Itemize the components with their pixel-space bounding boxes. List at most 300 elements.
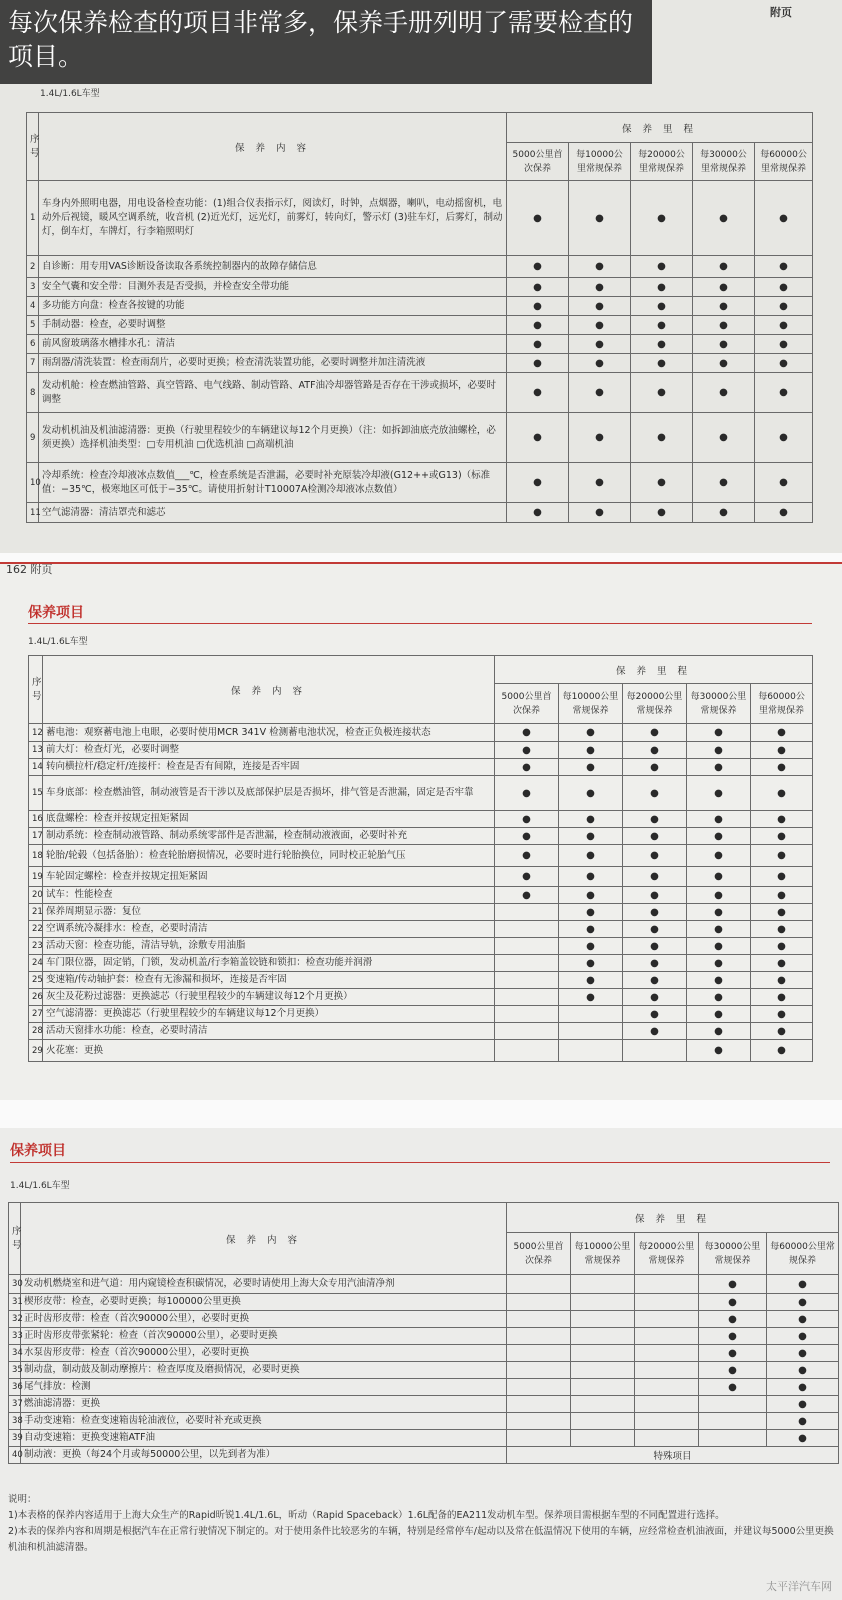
table-row (27, 316, 813, 335)
row-item: 发动机燃烧室和进气道：用内窥镜检查积碳情况，必要时请使用上海大众专用汽油清净剂 (21, 1275, 507, 1294)
maintenance-dot (571, 1345, 635, 1362)
row-number: 17 (29, 828, 43, 845)
row-item: 发动机舱：检查燃油管路、真空管路、电气线路、制动管路、ATF油冷却器管路是否存在干涉或损坏，必要时调整 (39, 373, 507, 413)
maintenance-dot (495, 955, 559, 972)
panel-divider (0, 1100, 842, 1128)
maintenance-dot: ● (767, 1379, 839, 1396)
maintenance-dot (495, 972, 559, 989)
maintenance-dot: ● (767, 1362, 839, 1379)
row-number: 39 (9, 1430, 21, 1447)
maintenance-dot: ● (507, 297, 569, 316)
maintenance-dot: ● (559, 845, 623, 867)
maintenance-dot: ● (631, 181, 693, 256)
table-row (29, 776, 813, 811)
maintenance-dot (571, 1328, 635, 1345)
maintenance-table-1 (26, 112, 813, 523)
row-item: 自诊断：用专用VAS诊断设备读取各系统控制器内的故障存储信息 (39, 256, 507, 278)
maintenance-dot: ● (687, 776, 751, 811)
maintenance-dot: ● (755, 181, 813, 256)
maintenance-dot: ● (751, 972, 813, 989)
maintenance-dot (635, 1294, 699, 1311)
maintenance-dot (507, 1396, 571, 1413)
special-item-note: 特殊项目 (507, 1447, 839, 1464)
maintenance-dot: ● (559, 904, 623, 921)
maintenance-dot: ● (623, 955, 687, 972)
maintenance-dot: ● (495, 828, 559, 845)
header-mileage: 保 养 里 程 (495, 656, 813, 684)
maintenance-dot: ● (507, 335, 569, 354)
maintenance-dot: ● (623, 724, 687, 742)
table-row (27, 354, 813, 373)
maintenance-dot: ● (767, 1294, 839, 1311)
maintenance-dot: ● (699, 1345, 767, 1362)
row-item: 灰尘及花粉过滤器：更换滤芯（行驶里程较少的车辆建议每12个月更换） (43, 989, 495, 1006)
header-row (27, 113, 813, 143)
notes-line: 说明： (8, 1494, 37, 1505)
maintenance-dot: ● (623, 972, 687, 989)
table-row (29, 1006, 813, 1023)
maintenance-dot: ● (623, 938, 687, 955)
row-item: 车身内外照明电器，用电设备检查功能：(1)组合仪表指示灯，阅读灯，时钟，点烟器，喇叭，电动摇窗机，电动外后视镜，暖风空调系统，收音机 (2)近光灯，远光灯，前雾灯，转向灯，警示灯 (3)驻车灯，后雾灯，制动灯，倒车灯，车牌灯，行李箱照明灯 (39, 181, 507, 256)
row-number: 12 (29, 724, 43, 742)
maintenance-dot (635, 1396, 699, 1413)
table-row (29, 955, 813, 972)
row-item: 水泵齿形皮带：检查（首次90000公里），必要时更换 (21, 1345, 507, 1362)
maintenance-dot: ● (569, 503, 631, 523)
maintenance-dot (507, 1275, 571, 1294)
header-interval: 每60000公里常规保养 (751, 684, 813, 724)
maintenance-dot: ● (559, 887, 623, 904)
table-row (29, 887, 813, 904)
maintenance-dot: ● (559, 938, 623, 955)
maintenance-dot: ● (755, 297, 813, 316)
maintenance-dot: ● (687, 904, 751, 921)
table-row (29, 828, 813, 845)
table-row (9, 1413, 839, 1430)
maintenance-dot (571, 1311, 635, 1328)
row-item: 尾气排放：检测 (21, 1379, 507, 1396)
row-item: 多功能方向盘：检查各按键的功能 (39, 297, 507, 316)
maintenance-dot: ● (559, 972, 623, 989)
row-item: 火花塞：更换 (43, 1040, 495, 1062)
maintenance-dot (571, 1275, 635, 1294)
header-row (9, 1203, 839, 1233)
maintenance-dot: ● (507, 503, 569, 523)
maintenance-dot: ● (755, 413, 813, 463)
page-label: 附页 (770, 6, 792, 19)
row-item: 变速箱/传动轴护套：检查有无渗漏和损坏，连接是否牢固 (43, 972, 495, 989)
maintenance-dot (507, 1328, 571, 1345)
maintenance-dot: ● (623, 845, 687, 867)
maintenance-dot: ● (569, 316, 631, 335)
maintenance-dot: ● (569, 463, 631, 503)
maintenance-dot (635, 1362, 699, 1379)
row-item: 轮胎/轮毂（包括备胎）：检查轮胎磨损情况，必要时进行轮胎换位，同时校正轮胎气压 (43, 845, 495, 867)
table-row (27, 503, 813, 523)
header-interval: 5000公里首次保养 (507, 1233, 571, 1275)
table-row (29, 811, 813, 828)
maintenance-dot: ● (693, 354, 755, 373)
row-item: 制动盘，制动鼓及制动摩擦片：检查厚度及磨损情况，必要时更换 (21, 1362, 507, 1379)
row-number: 5 (27, 316, 39, 335)
notes (8, 1492, 838, 1556)
maintenance-dot: ● (631, 354, 693, 373)
maintenance-dot: ● (631, 316, 693, 335)
maintenance-dot: ● (507, 354, 569, 373)
maintenance-dot: ● (687, 938, 751, 955)
table-row (9, 1275, 839, 1294)
row-item: 活动天窗：检查功能，清洁导轨，涂敷专用油脂 (43, 938, 495, 955)
maintenance-dot: ● (767, 1396, 839, 1413)
maintenance-dot (623, 1040, 687, 1062)
header-interval: 每10000公里常规保养 (571, 1233, 635, 1275)
title-rule (28, 623, 812, 624)
model-label: 1.4L/1.6L车型 (40, 89, 100, 99)
maintenance-dot: ● (631, 503, 693, 523)
maintenance-dot (635, 1413, 699, 1430)
maintenance-dot: ● (569, 181, 631, 256)
maintenance-dot (559, 1006, 623, 1023)
maintenance-dot (635, 1430, 699, 1447)
table-row (27, 373, 813, 413)
maintenance-dot: ● (751, 921, 813, 938)
maintenance-dot: ● (751, 724, 813, 742)
maintenance-dot: ● (687, 845, 751, 867)
maintenance-dot (507, 1379, 571, 1396)
table-row (9, 1447, 839, 1464)
maintenance-dot (699, 1396, 767, 1413)
maintenance-dot: ● (767, 1413, 839, 1430)
row-number: 9 (27, 413, 39, 463)
maintenance-dot: ● (755, 373, 813, 413)
maintenance-dot (571, 1396, 635, 1413)
row-item: 蓄电池：观察蓄电池上电眼，必要时使用MCR 341V 检测蓄电池状况，检查正负极连接状态 (43, 724, 495, 742)
maintenance-dot: ● (751, 989, 813, 1006)
row-item: 正时齿形皮带：检查（首次90000公里），必要时更换 (21, 1311, 507, 1328)
row-item: 空气滤清器：更换滤芯（行驶里程较少的车辆建议每12个月更换） (43, 1006, 495, 1023)
maintenance-dot: ● (693, 503, 755, 523)
maintenance-dot: ● (623, 989, 687, 1006)
table-row (27, 256, 813, 278)
row-number: 21 (29, 904, 43, 921)
table-row (29, 724, 813, 742)
maintenance-dot: ● (569, 335, 631, 354)
row-item: 空调系统冷凝排水：检查，必要时清洁 (43, 921, 495, 938)
table-row (9, 1396, 839, 1413)
maintenance-dot: ● (623, 887, 687, 904)
row-item: 楔形皮带：检查，必要时更换；每100000公里更换 (21, 1294, 507, 1311)
maintenance-dot: ● (693, 181, 755, 256)
maintenance-dot (507, 1311, 571, 1328)
table-row (29, 972, 813, 989)
table-row (27, 181, 813, 256)
row-item: 前风窗玻璃落水槽排水孔：清洁 (39, 335, 507, 354)
row-number: 33 (9, 1328, 21, 1345)
table-row (29, 1040, 813, 1062)
maintenance-dot: ● (699, 1311, 767, 1328)
row-number: 19 (29, 867, 43, 887)
maintenance-dot: ● (693, 278, 755, 297)
header-mileage: 保 养 里 程 (507, 113, 813, 143)
maintenance-dot: ● (559, 989, 623, 1006)
row-item: 底盘螺栓：检查并按规定扭矩紧固 (43, 811, 495, 828)
maintenance-dot: ● (569, 256, 631, 278)
row-number: 31 (9, 1294, 21, 1311)
row-number: 34 (9, 1345, 21, 1362)
maintenance-dot (571, 1413, 635, 1430)
maintenance-dot: ● (699, 1294, 767, 1311)
maintenance-dot: ● (687, 1006, 751, 1023)
maintenance-dot: ● (693, 297, 755, 316)
maintenance-dot (507, 1413, 571, 1430)
maintenance-dot: ● (631, 413, 693, 463)
maintenance-table-3 (8, 1202, 839, 1464)
maintenance-dot: ● (495, 759, 559, 776)
maintenance-dot: ● (495, 867, 559, 887)
header-interval: 每60000公里常规保养 (767, 1233, 839, 1275)
maintenance-dot: ● (687, 972, 751, 989)
table-row (9, 1328, 839, 1345)
page-label: 162 附页 (6, 563, 53, 576)
maintenance-dot: ● (507, 256, 569, 278)
maintenance-dot: ● (559, 828, 623, 845)
row-item: 活动天窗排水功能：检查，必要时清洁 (43, 1023, 495, 1040)
maintenance-dot: ● (507, 278, 569, 297)
maintenance-dot: ● (569, 297, 631, 316)
table-row (9, 1362, 839, 1379)
row-item: 空气滤清器：清洁罩壳和滤芯 (39, 503, 507, 523)
maintenance-dot: ● (687, 724, 751, 742)
maintenance-dot: ● (559, 759, 623, 776)
table-row (29, 904, 813, 921)
maintenance-dot: ● (751, 828, 813, 845)
row-number: 22 (29, 921, 43, 938)
header-interval: 5000公里首次保养 (495, 684, 559, 724)
maintenance-dot: ● (767, 1430, 839, 1447)
maintenance-dot: ● (495, 742, 559, 759)
maintenance-dot (571, 1379, 635, 1396)
table-row (27, 413, 813, 463)
row-number: 38 (9, 1413, 21, 1430)
maintenance-dot: ● (767, 1275, 839, 1294)
maintenance-dot: ● (751, 955, 813, 972)
maintenance-dot: ● (569, 278, 631, 297)
row-number: 18 (29, 845, 43, 867)
maintenance-dot: ● (767, 1328, 839, 1345)
row-item: 转向横拉杆/稳定杆/连接杆：检查是否有间隙，连接是否牢固 (43, 759, 495, 776)
maintenance-dot: ● (693, 316, 755, 335)
maintenance-dot: ● (631, 373, 693, 413)
row-number: 30 (9, 1275, 21, 1294)
row-item: 正时齿形皮带张紧轮：检查（首次90000公里），必要时更换 (21, 1328, 507, 1345)
maintenance-dot: ● (687, 828, 751, 845)
maintenance-dot: ● (623, 1023, 687, 1040)
maintenance-dot (571, 1294, 635, 1311)
maintenance-dot: ● (687, 887, 751, 904)
maintenance-dot (507, 1430, 571, 1447)
table-row (29, 938, 813, 955)
row-item: 手制动器：检查，必要时调整 (39, 316, 507, 335)
header-content: 保 养 内 容 (21, 1203, 507, 1275)
row-item: 安全气囊和安全带：目测外表是否受损，并检查安全带功能 (39, 278, 507, 297)
row-item: 手动变速箱：检查变速箱齿轮油液位，必要时补充或更换 (21, 1413, 507, 1430)
maintenance-dot: ● (767, 1345, 839, 1362)
maintenance-dot (495, 989, 559, 1006)
maintenance-dot: ● (755, 354, 813, 373)
maintenance-dot: ● (559, 811, 623, 828)
notes-line: 2)本表的保养内容和周期是根据汽车在正常行驶情况下制定的。对于使用条件比较恶劣的车辆，特别是经常停车/起动以及常在低温情况下使用的车辆，应经常检查机油液面，并建议每5000公里更换机油和机油滤清器。 (8, 1526, 834, 1553)
maintenance-dot: ● (751, 845, 813, 867)
header-interval: 每30000公里常规保养 (687, 684, 751, 724)
maintenance-dot: ● (751, 776, 813, 811)
table-row (27, 278, 813, 297)
row-number: 40 (9, 1447, 21, 1464)
row-number: 25 (29, 972, 43, 989)
maintenance-dot: ● (687, 1040, 751, 1062)
caption-overlay: 每次保养检查的项目非常多，保养手册列明了需要检查的项目。 (0, 0, 652, 84)
maintenance-dot (699, 1430, 767, 1447)
table-row (27, 297, 813, 316)
table-row (29, 867, 813, 887)
maintenance-dot: ● (751, 887, 813, 904)
maintenance-dot: ● (559, 867, 623, 887)
maintenance-dot: ● (631, 297, 693, 316)
table-row (9, 1345, 839, 1362)
row-number: 11 (27, 503, 39, 523)
maintenance-dot (495, 904, 559, 921)
maintenance-dot: ● (755, 278, 813, 297)
maintenance-dot: ● (687, 867, 751, 887)
page-panel-2 (0, 562, 842, 1100)
notes-line: 1)本表格的保养内容适用于上海大众生产的Rapid昕锐1.4L/1.6L，昕动（Rapid Spaceback）1.6L配备的EA211发动机车型。保养项目需根据车型的不同配置进行选择。 (8, 1510, 725, 1521)
row-number: 26 (29, 989, 43, 1006)
maintenance-dot: ● (687, 989, 751, 1006)
maintenance-dot (635, 1275, 699, 1294)
header-interval: 每20000公里常规保养 (635, 1233, 699, 1275)
maintenance-dot: ● (559, 921, 623, 938)
header-interval: 每60000公里常规保养 (755, 143, 813, 181)
table-row (9, 1311, 839, 1328)
maintenance-dot: ● (495, 776, 559, 811)
maintenance-dot (507, 1294, 571, 1311)
maintenance-dot: ● (507, 316, 569, 335)
maintenance-dot: ● (569, 354, 631, 373)
maintenance-dot (635, 1379, 699, 1396)
maintenance-dot: ● (495, 887, 559, 904)
row-item: 试车：性能检查 (43, 887, 495, 904)
maintenance-dot: ● (693, 373, 755, 413)
table-row (27, 335, 813, 354)
row-item: 前大灯：检查灯光，必要时调整 (43, 742, 495, 759)
row-number: 2 (27, 256, 39, 278)
header-no: 序号 (9, 1203, 21, 1275)
maintenance-dot: ● (559, 776, 623, 811)
row-item: 雨刮器/清洗装置：检查雨刮片，必要时更换；检查清洗装置功能，必要时调整并加注清洗液 (39, 354, 507, 373)
maintenance-dot: ● (755, 503, 813, 523)
header-mileage: 保 养 里 程 (507, 1203, 839, 1233)
maintenance-dot: ● (631, 335, 693, 354)
row-number: 37 (9, 1396, 21, 1413)
row-item: 制动系统：检查制动液管路、制动系统零部件是否泄漏，检查制动液液面，必要时补充 (43, 828, 495, 845)
maintenance-dot: ● (631, 256, 693, 278)
maintenance-dot: ● (559, 742, 623, 759)
row-number: 4 (27, 297, 39, 316)
row-number: 23 (29, 938, 43, 955)
maintenance-dot (495, 1023, 559, 1040)
maintenance-dot: ● (751, 759, 813, 776)
page-panel-1 (0, 0, 842, 562)
row-number: 14 (29, 759, 43, 776)
table-row (9, 1430, 839, 1447)
maintenance-dot (495, 1006, 559, 1023)
row-item: 车门限位器，固定销，门锁，发动机盖/行李箱盖铰链和锁扣：检查功能并润滑 (43, 955, 495, 972)
maintenance-dot (699, 1413, 767, 1430)
header-interval: 每30000公里常规保养 (693, 143, 755, 181)
row-number: 28 (29, 1023, 43, 1040)
maintenance-dot: ● (755, 335, 813, 354)
maintenance-dot: ● (751, 867, 813, 887)
maintenance-dot: ● (623, 759, 687, 776)
header-no: 序号 (29, 656, 43, 724)
maintenance-dot (635, 1311, 699, 1328)
header-content: 保 养 内 容 (43, 656, 495, 724)
header-interval: 5000公里首次保养 (507, 143, 569, 181)
maintenance-dot: ● (623, 921, 687, 938)
header-row (29, 656, 813, 684)
maintenance-dot: ● (623, 776, 687, 811)
maintenance-dot: ● (767, 1311, 839, 1328)
row-number: 1 (27, 181, 39, 256)
row-number: 24 (29, 955, 43, 972)
row-number: 20 (29, 887, 43, 904)
maintenance-dot: ● (687, 921, 751, 938)
row-number: 36 (9, 1379, 21, 1396)
row-number: 13 (29, 742, 43, 759)
maintenance-dot: ● (507, 373, 569, 413)
maintenance-dot: ● (495, 811, 559, 828)
maintenance-dot: ● (693, 413, 755, 463)
maintenance-table-2 (28, 655, 813, 1062)
maintenance-dot: ● (693, 335, 755, 354)
row-number: 16 (29, 811, 43, 828)
maintenance-dot: ● (495, 845, 559, 867)
row-number: 15 (29, 776, 43, 811)
maintenance-dot (495, 938, 559, 955)
maintenance-dot: ● (751, 1006, 813, 1023)
header-interval: 每10000公里常规保养 (559, 684, 623, 724)
table-row (29, 989, 813, 1006)
row-number: 6 (27, 335, 39, 354)
title-rule (10, 1162, 830, 1163)
maintenance-dot: ● (623, 904, 687, 921)
row-number: 3 (27, 278, 39, 297)
header-interval: 每30000公里常规保养 (699, 1233, 767, 1275)
model-label: 1.4L/1.6L车型 (28, 637, 88, 647)
maintenance-dot (571, 1362, 635, 1379)
table-row (9, 1294, 839, 1311)
maintenance-dot: ● (569, 373, 631, 413)
maintenance-dot: ● (631, 278, 693, 297)
maintenance-dot (495, 921, 559, 938)
row-number: 8 (27, 373, 39, 413)
maintenance-dot: ● (623, 742, 687, 759)
maintenance-dot (635, 1328, 699, 1345)
row-item: 车轮固定螺栓：检查并按规定扭矩紧固 (43, 867, 495, 887)
maintenance-dot: ● (693, 463, 755, 503)
row-number: 7 (27, 354, 39, 373)
table-row (29, 921, 813, 938)
row-number: 29 (29, 1040, 43, 1062)
